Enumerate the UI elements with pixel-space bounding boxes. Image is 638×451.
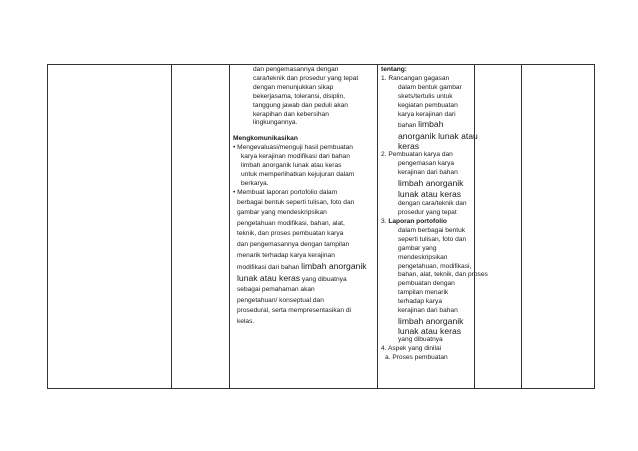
text-line: anorganik lunak atau bbox=[398, 131, 478, 142]
text-line: yang dibuatnya bbox=[398, 335, 443, 343]
text-line: tanggung jawab dan peduli akan bbox=[253, 101, 348, 109]
text-line: skets/tertulis untuk bbox=[398, 92, 453, 100]
text-line: lunak atau keras bbox=[398, 189, 462, 200]
bullet-item: • Mengevaluasi/menguji hasil pembuatan bbox=[233, 144, 353, 152]
text-line: bahan, alat, teknik, dan proses bbox=[398, 271, 488, 279]
text-run: limbah bbox=[418, 119, 444, 130]
numbered-item bbox=[381, 218, 473, 227]
text-line: gambar yang mendeskripsikan bbox=[237, 209, 327, 217]
text-line: pengemasan karya bbox=[398, 160, 455, 168]
text-line: untuk memperlihatkan kejujuran dalam bbox=[241, 170, 355, 178]
table-divider-1 bbox=[171, 64, 172, 388]
item-title: Laporan portofolio bbox=[388, 217, 447, 225]
text-line: pembuatan dengan bbox=[398, 280, 455, 288]
text-line: mendeskripsikan bbox=[398, 253, 448, 261]
numbered-item: 1. Rancangan gagasan bbox=[381, 74, 450, 82]
text-line: prosedural, serta mempresentasikan di bbox=[237, 307, 351, 315]
section-heading: tentang: bbox=[381, 66, 408, 73]
text-line bbox=[381, 119, 473, 131]
assessment-cell bbox=[381, 66, 488, 363]
section-heading: Mengkomunikasikan bbox=[233, 135, 298, 143]
text-run: limbah anorganik bbox=[301, 261, 367, 272]
text-line: seperti tulisan, foto dan bbox=[398, 235, 467, 243]
text-line: kelas. bbox=[237, 318, 255, 326]
text-line: pengetahuan, modifikasi, bbox=[398, 262, 472, 270]
text-line: bekerjasama, toleransi, disiplin, bbox=[253, 92, 345, 100]
text-line: berbagai bentuk seperti tulisan, foto dan bbox=[237, 198, 355, 206]
text-run: yang dibuatnya bbox=[300, 276, 347, 284]
text-line: cara/teknik dan prosedur yang tepat bbox=[253, 74, 359, 82]
text-line: pengetahuan modifikasi, bahan, alat, bbox=[237, 219, 345, 227]
text-run: bahan bbox=[398, 122, 419, 130]
text-line: menarik terhadap karya kerajinan bbox=[237, 251, 335, 259]
text-line bbox=[233, 273, 375, 285]
text-line: dalam bentuk gambar bbox=[398, 83, 462, 91]
text-line: limbah anorganik bbox=[398, 178, 464, 189]
text-line: dengan cara/teknik dan bbox=[398, 200, 467, 208]
text-line: prosedur yang tepat bbox=[398, 209, 457, 217]
text-line: kegiatan pembuatan bbox=[398, 101, 458, 109]
text-line: limbah anorganik bbox=[398, 315, 464, 326]
text-line: terhadap karya bbox=[398, 298, 442, 306]
text-line: kerajinan dari bahan bbox=[398, 307, 458, 315]
table-divider-2 bbox=[229, 64, 230, 388]
text-line: dan pengemasannya dengan tampilan bbox=[237, 241, 350, 249]
text-line: gambar yang bbox=[398, 244, 437, 252]
text-line: karya kerajinan dari bbox=[398, 110, 456, 118]
numbered-item: 4. Aspek yang dinilai bbox=[381, 344, 442, 352]
text-line: kerajinan dari bahan bbox=[398, 169, 458, 177]
text-line: pengetahuan/ konseptual dan bbox=[237, 296, 324, 304]
table-border-left bbox=[47, 64, 48, 388]
text-line: lingkungannya. bbox=[253, 119, 298, 127]
table-divider-3 bbox=[377, 64, 378, 388]
text-line: lunak atau keras bbox=[398, 325, 462, 336]
table-divider-5 bbox=[521, 64, 522, 388]
text-line: karya kerajinan modifikasi dari bahan bbox=[241, 153, 350, 161]
text-line: berkarya. bbox=[241, 179, 269, 187]
table-border-right bbox=[594, 64, 595, 388]
text-line: sebagai pemahaman akan bbox=[237, 286, 315, 294]
text-line: kerapihan dan kebersihan bbox=[253, 110, 329, 118]
numbered-item: 2. Pembuatan karya dan bbox=[381, 151, 453, 159]
text-line: dalam berbagai bentuk bbox=[398, 226, 466, 234]
text-line: teknik, dan proses pembuatan karya bbox=[237, 230, 344, 238]
text-line: dengan menunjukkan sikap bbox=[253, 83, 334, 91]
item-number: 3. bbox=[381, 217, 389, 225]
sub-item: a. Proses pembuatan bbox=[385, 353, 448, 361]
text-line: tampilan menarik bbox=[398, 289, 449, 297]
table-divider-4 bbox=[474, 64, 475, 388]
text-line bbox=[233, 261, 375, 273]
bullet-item: • Membuat laporan portofolio dalam bbox=[233, 188, 338, 196]
text-line: keras bbox=[398, 141, 420, 152]
text-run: modifikasi dari bahan bbox=[237, 264, 302, 272]
activities-cell bbox=[233, 66, 375, 328]
text-line: dan pengemasannya dengan bbox=[253, 66, 339, 73]
text-line: limbah anorganik lunak atau keras bbox=[241, 162, 342, 170]
text-run: lunak atau keras bbox=[237, 273, 301, 284]
